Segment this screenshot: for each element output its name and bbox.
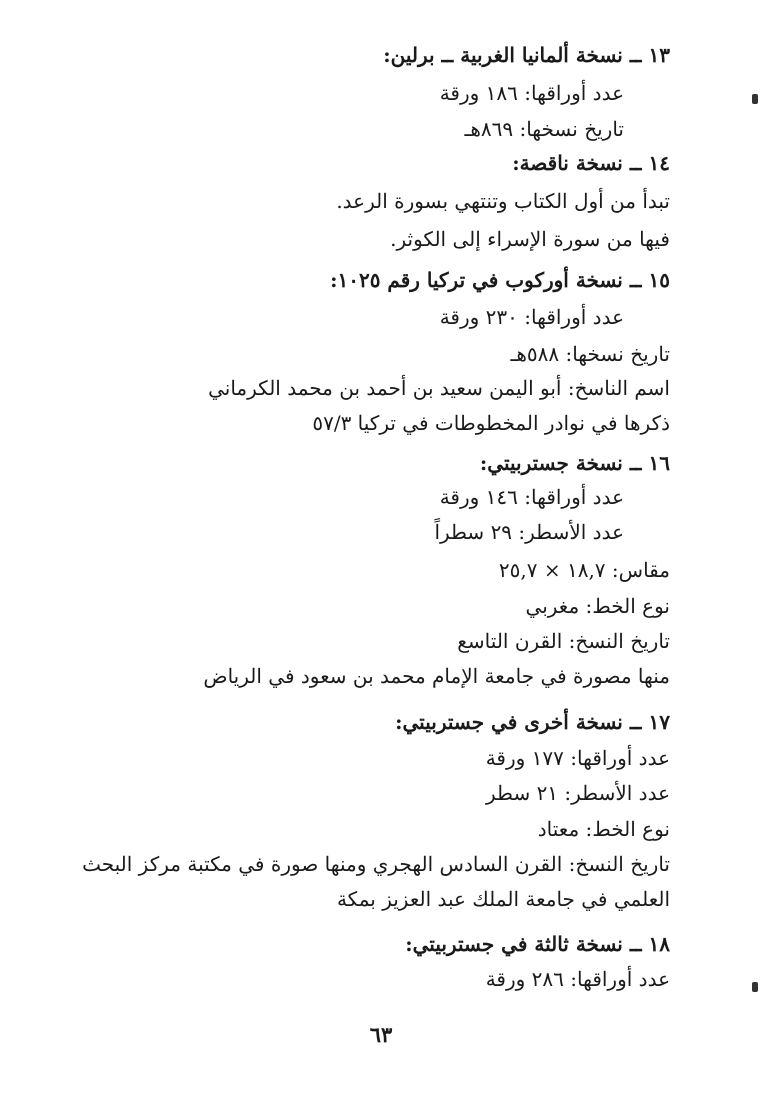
entry-16-lines: عدد الأسطر: ٢٩ سطراً <box>434 520 624 544</box>
entry-17-copy-date: تاريخ النسخ: القرن السادس الهجري ومنها صورة في مكتبة مركز البحث <box>82 852 670 876</box>
entry-16-note: منها مصورة في جامعة الإمام محمد بن سعود في الرياض <box>203 664 670 688</box>
entry-14-heading: ١٤ ــ نسخة ناقصة: <box>512 151 670 175</box>
page-number: ٦٣ <box>369 1022 393 1047</box>
margin-mark <box>752 982 758 992</box>
entry-17-leaves: عدد أوراقها: ١٧٧ ورقة <box>485 746 670 770</box>
margin-mark <box>752 94 758 104</box>
entry-16-leaves: عدد أوراقها: ١٤٦ ورقة <box>439 485 624 509</box>
entry-15-date: تاريخ نسخها: ٥٨٨هـ <box>510 342 670 366</box>
entry-13-date: تاريخ نسخها: ٨٦٩هـ <box>464 117 624 141</box>
entry-18-leaves: عدد أوراقها: ٢٨٦ ورقة <box>485 967 670 991</box>
entry-18-heading: ١٨ ــ نسخة ثالثة في جستربيتي: <box>405 932 670 956</box>
entry-14-line-1: تبدأ من أول الكتاب وتنتهي بسورة الرعد. <box>336 189 670 213</box>
entry-15-leaves: عدد أوراقها: ٢٣٠ ورقة <box>439 305 624 329</box>
entry-14-line-2: فيها من سورة الإسراء إلى الكوثر. <box>390 227 670 251</box>
entry-16-size: مقاس: ١٨,٧ × ٢٥,٧ <box>498 558 670 582</box>
entry-15-heading: ١٥ ــ نسخة أوركوب في تركيا رقم ١٠٢٥: <box>330 268 670 292</box>
entry-17-note: العلمي في جامعة الملك عبد العزيز بمكة <box>336 887 670 911</box>
entry-17-script: نوع الخط: معتاد <box>537 817 670 841</box>
entry-15-reference: ذكرها في نوادر المخطوطات في تركيا ٥٧/٣ <box>312 411 670 435</box>
entry-13-leaves: عدد أوراقها: ١٨٦ ورقة <box>439 81 624 105</box>
entry-16-script: نوع الخط: مغربي <box>525 594 670 618</box>
entry-16-heading: ١٦ ــ نسخة جستربيتي: <box>479 451 670 475</box>
entry-17-lines: عدد الأسطر: ٢١ سطر <box>486 781 670 805</box>
entry-16-copy-date: تاريخ النسخ: القرن التاسع <box>457 629 670 653</box>
entry-17-heading: ١٧ ــ نسخة أخرى في جستربيتي: <box>395 710 670 734</box>
entry-15-copyist: اسم الناسخ: أبو اليمن سعيد بن أحمد بن محمد الكرماني <box>208 376 670 400</box>
entry-13-heading: ١٣ ــ نسخة ألمانيا الغربية ــ برلين: <box>383 43 670 67</box>
